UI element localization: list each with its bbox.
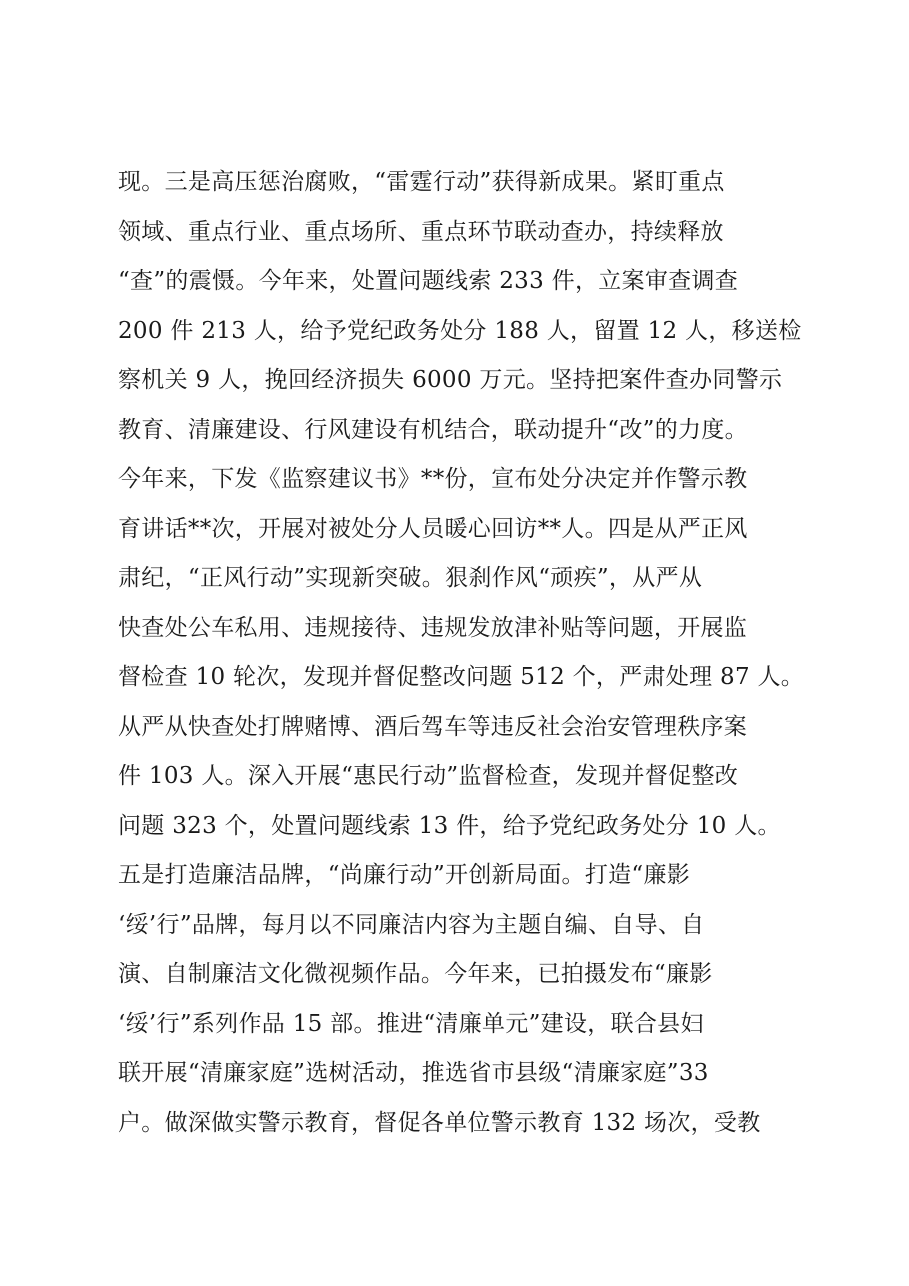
text-line: 督检查 10 轮次，发现并督促整改问题 512 个，严肃处理 87 人。 [118,664,805,690]
text-line: 领域、重点行业、重点场所、重点环节联动查办，持续释放 [118,218,724,245]
text-line: 教育、清廉建设、行风建设有机结合，联动提升“改”的力度。 [118,416,748,443]
text-line: ‘绥’行”品牌，每月以不同廉洁内容为主题自编、自导、自 [118,911,705,938]
text-line: 育讲话**次，开展对被处分人员暖心回访**人。四是从严正风 [118,515,748,542]
text-line: 今年来，下发《监察建议书》**份，宣布处分决定并作警示教 [118,466,748,492]
text-line: 联开展“清廉家庭”选树活动，推选省市县级“清廉家庭”33 [118,1060,709,1086]
text-line: “查”的震慑。今年来，处置问题线索 233 件，立案审查调查 [118,268,739,294]
text-line: 现。三是高压惩治腐败，“雷霆行动”获得新成果。紧盯重点 [118,169,725,195]
text-line: 200 件 213 人，给予党纪政务处分 188 人，留置 12 人，移送检 [118,317,802,344]
text-line: 五是打造廉洁品牌，“尚廉行动”开创新局面。打造“廉影 [118,862,691,888]
text-line: 察机关 9 人，挽回经济损失 6000 万元。坚持把案件查办同警示 [118,367,783,393]
text-line: 快查处公车私用、违规接待、违规发放津补贴等问题，开展监 [118,614,748,641]
text-line: 从严从快查处打牌赌博、酒后驾车等违反社会治安管理秩序案 [118,713,748,740]
text-line: 肃纪，“正风行动”实现新突破。狠刹作风“顽疾”，从严从 [118,565,703,591]
text-line: 户。做深做实警示教育，督促各单位警示教育 132 场次，受教 [118,1109,761,1136]
text-line: 问题 323 个，处置问题线索 13 件，给予党纪政务处分 10 人。 [118,812,781,839]
text-line: 演、自制廉洁文化微视频作品。今年来，已拍摄发布“廉影 [118,961,713,987]
body-text [118,158,808,1148]
text-line: 件 103 人。深入开展“惠民行动”监督检查，发现并督促整改 [118,763,739,789]
text-line: ‘绥’行”系列作品 15 部。推进“清廉单元”建设，联合县妇 [118,1010,704,1037]
